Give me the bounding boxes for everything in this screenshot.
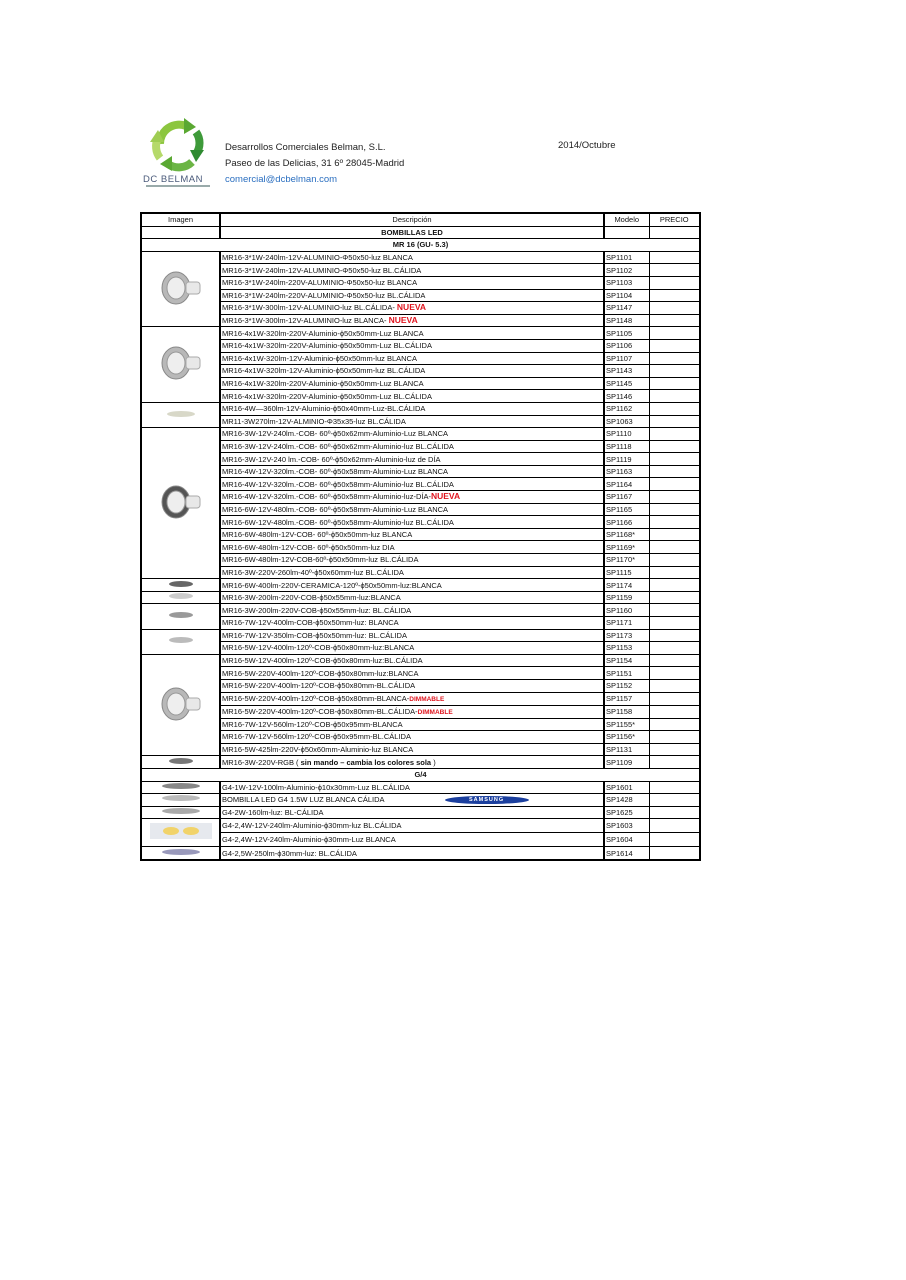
product-description (220, 528, 604, 541)
product-description (220, 718, 604, 731)
product-model: SP1171 (604, 617, 649, 630)
product-model: SP1148 (604, 314, 649, 327)
description-text: MR16-6W-480lm-12V-COB- 60º-ϕ50x50mm-luz DIA (222, 542, 395, 552)
product-description (220, 302, 604, 315)
header-precio: PRECIO (649, 213, 700, 226)
table-row (141, 440, 700, 453)
description-text: MR16-7W-12V-560lm-120º-COB-ϕ50x95mm-BL.CÁLIDA (222, 732, 411, 742)
description-text: G4-2,4W-12V-240lm-Aluminio-ϕ30mm-luz BL.CÁLIDA (222, 821, 402, 831)
section-title: G/4 (141, 768, 700, 781)
product-model: SP1169* (604, 541, 649, 554)
g4-bulb-image-icon (161, 807, 201, 818)
company-address: Paseo de las Delicias, 31 6º 28045-Madrid (225, 158, 405, 169)
product-price (649, 365, 700, 378)
product-model: SP1119 (604, 453, 649, 466)
product-model: SP1625 (604, 806, 649, 819)
product-description (220, 339, 604, 352)
product-model: SP1153 (604, 642, 649, 655)
table-row (141, 591, 700, 604)
product-price (649, 806, 700, 819)
description-text: MR16-5W-12V-400lm-120º-COB-ϕ50x80mm-luz:BL.CÁLIDA (222, 656, 423, 666)
table-row (141, 390, 700, 403)
description-text: MR16-4W-12V-320lm.-COB- 60º-ϕ50x58mm-Aluminio-Luz BLANCA (222, 467, 449, 477)
product-description (220, 352, 604, 365)
product-description (220, 756, 604, 769)
product-price (649, 465, 700, 478)
g4-bulb-image-icon (161, 848, 201, 859)
product-model: SP1145 (604, 377, 649, 390)
product-price (649, 756, 700, 769)
product-model: SP1118 (604, 440, 649, 453)
company-logo (140, 112, 218, 190)
product-price (649, 617, 700, 630)
new-badge: NUEVA (396, 302, 427, 313)
description-text: MR16-3*1W-300lm-12V-ALUMINIO-luz BL.CÁLIDA- (222, 303, 397, 313)
table-row (141, 806, 700, 819)
product-model: SP1152 (604, 679, 649, 692)
bulb-image-icon (158, 684, 204, 727)
description-text: MR16-5W-220V-400lm-120º-COB-ϕ50x80mm-BL.CÁLIDA (222, 681, 416, 691)
table-row (141, 415, 700, 428)
table-row (141, 743, 700, 756)
product-description (220, 705, 604, 718)
product-image (141, 251, 220, 327)
section-row-g4 (141, 768, 700, 781)
product-model: SP1131 (604, 743, 649, 756)
description-text: MR16-3W-12V-240 lm.-COB- 60º-ϕ50x62mm-Aluminio-luz de DÍA (222, 454, 441, 464)
product-model: SP1146 (604, 390, 649, 403)
product-description (220, 667, 604, 680)
product-price (649, 692, 700, 705)
letterhead (140, 112, 620, 192)
product-image (141, 806, 220, 819)
product-description (220, 465, 604, 478)
product-description (220, 654, 604, 667)
product-price (649, 390, 700, 403)
product-description (220, 781, 604, 794)
table-row (141, 491, 700, 504)
product-price (649, 453, 700, 466)
table-row (141, 756, 700, 769)
product-model: SP1603 (604, 819, 649, 833)
product-price (649, 276, 700, 289)
product-description (220, 440, 604, 453)
table-header-row (141, 213, 700, 226)
table-row (141, 794, 700, 807)
bulb-image-icon (168, 592, 194, 603)
description-text: MR16-4x1W-320lm-220V-Aluminio-ϕ50x50mm-Luz BL.CÁLIDA (222, 341, 432, 351)
table-row (141, 264, 700, 277)
product-model: SP1170* (604, 554, 649, 567)
product-image (141, 629, 220, 654)
product-description (220, 478, 604, 491)
bulb-image-icon (158, 343, 204, 386)
description-text: MR16-6W-480lm-12V-COB-60º-ϕ50x50mm-luz BL.CÁLIDA (222, 555, 419, 565)
product-price (649, 528, 700, 541)
description-text: MR16-4W-12V-320lm.-COB- 60º-ϕ50x58mm-Aluminio-luz BL.CÁLIDA (222, 479, 454, 489)
samsung-logo: SAMSUNG (445, 796, 529, 804)
product-model: SP1167 (604, 491, 649, 504)
description-text: MR16-7W-12V-400lm-COB-ϕ50x50mm-luz: BLANCA (222, 618, 399, 628)
product-model: SP1158 (604, 705, 649, 718)
category-title: BOMBILLAS LED (220, 226, 604, 239)
description-text: G4-2W-160lm-luz: BL-CÁLIDA (222, 808, 324, 818)
product-model: SP1101 (604, 251, 649, 264)
product-model: SP1105 (604, 327, 649, 340)
description-text: G4-2,5W-250lm-ϕ30mm-luz: BL.CÁLIDA (222, 848, 357, 858)
table-row (141, 276, 700, 289)
product-price (649, 302, 700, 315)
new-badge: NUEVA (388, 315, 418, 326)
description-text: MR16-4W-12V-320lm.-COB- 60º-ϕ50x58mm-Aluminio-luz-DÍA- (222, 492, 431, 502)
product-price (649, 642, 700, 655)
description-text: MR16-4x1W-320lm-12V-Aluminio-ϕ50x50mm-luz BL.CÁLIDA (222, 366, 426, 376)
description-text: MR16-7W-12V-350lm-COB-ϕ50x50mm-luz: BL.CÁLIDA (222, 630, 407, 640)
logo-subtitle (146, 185, 210, 187)
table-row (141, 654, 700, 667)
product-price (649, 629, 700, 642)
table-row (141, 781, 700, 794)
bulb-image-icon (168, 611, 194, 622)
product-description (220, 516, 604, 529)
table-row (141, 289, 700, 302)
product-model: SP1614 (604, 847, 649, 860)
table-row (141, 352, 700, 365)
product-description (220, 554, 604, 567)
product-description (220, 541, 604, 554)
description-text: MR16-4x1W-320lm-220V-Aluminio-ϕ50x50mm-Luz BL.CÁLIDA (222, 391, 432, 401)
dimmable-badge: DIMMABLE (409, 695, 445, 703)
product-price (649, 352, 700, 365)
product-description (220, 428, 604, 441)
description-text: MR16-3*1W-240lm-12V-ALUMINIO-Φ50x50-luz BLANCA (222, 253, 413, 263)
table-row (141, 629, 700, 642)
product-price (649, 819, 700, 833)
product-image (141, 756, 220, 769)
product-model: SP1173 (604, 629, 649, 642)
table-row (141, 604, 700, 617)
header-descripcion: Descripción (220, 213, 604, 226)
product-model: SP1156* (604, 731, 649, 744)
product-price (649, 743, 700, 756)
product-price (649, 833, 700, 847)
description-text: MR16-3W-12V-240lm.-COB- 60º-ϕ50x62mm-Aluminio-luz BL.CÁLIDA (222, 441, 454, 451)
product-description (220, 491, 604, 504)
product-model: SP1063 (604, 415, 649, 428)
product-image (141, 819, 220, 847)
product-description (220, 289, 604, 302)
g4-bulb-image-icon (161, 782, 201, 793)
table-row (141, 503, 700, 516)
product-price (649, 541, 700, 554)
table-row (141, 819, 700, 833)
product-description (220, 847, 604, 860)
section-title: MR 16 (GU- 5.3) (141, 239, 700, 252)
description-text: MR16-3W-200lm-220V-COB-ϕ50x55mm-luz:BLANCA (222, 593, 401, 603)
product-image (141, 428, 220, 579)
product-price (649, 781, 700, 794)
product-price (649, 731, 700, 744)
product-model: SP1154 (604, 654, 649, 667)
product-price (649, 579, 700, 592)
description-text: MR16-3W-220V-260lm-40º-ϕ50x60mm-luz BL.CÁLIDA (222, 567, 404, 577)
product-description (220, 377, 604, 390)
table-row (141, 251, 700, 264)
product-price (649, 478, 700, 491)
product-model: SP1104 (604, 289, 649, 302)
product-price (649, 402, 700, 415)
product-price (649, 794, 700, 807)
description-tail: ) (431, 757, 436, 767)
product-model: SP1115 (604, 566, 649, 579)
description-text: MR16-4x1W-320lm-220V-Aluminio-ϕ50x50mm-Luz BLANCA (222, 379, 424, 389)
product-price (649, 554, 700, 567)
logo-text: DC BELMAN (143, 174, 203, 185)
product-model: SP1163 (604, 465, 649, 478)
description-text: MR16-4x1W-320lm-12V-Aluminio-ϕ50x50mm-luz BLANCA (222, 353, 417, 363)
bulb-image-icon (158, 482, 204, 525)
product-price (649, 718, 700, 731)
product-model: SP1160 (604, 604, 649, 617)
description-text: G4-1W-12V-100lm-Aluminio-ϕ10x30mm-Luz BL.CÁLIDA (222, 782, 410, 792)
table-row (141, 731, 700, 744)
description-text: MR16-3W-12V-240lm.-COB- 60º-ϕ50x62mm-Aluminio-Luz BLANCA (222, 429, 449, 439)
table-row (141, 667, 700, 680)
bulb-image-icon (168, 636, 194, 647)
description-text: MR16-5W-425lm-220V-ϕ50x60mm-Aluminio-luz BLANCA (222, 745, 414, 755)
table-row (141, 833, 700, 847)
product-image (141, 579, 220, 592)
product-price (649, 604, 700, 617)
bulb-image-icon (166, 410, 196, 421)
table-row (141, 579, 700, 592)
product-model: SP1155* (604, 718, 649, 731)
description-text: G4-2,4W-12V-240lm-Aluminio-ϕ30mm-Luz BLANCA (222, 835, 396, 845)
product-price (649, 491, 700, 504)
product-description (220, 819, 604, 833)
product-model: SP1107 (604, 352, 649, 365)
table-row (141, 402, 700, 415)
description-text: MR16-3W-200lm-220V-COB-ϕ50x55mm-luz: BL.CÁLIDA (222, 605, 412, 615)
product-description (220, 679, 604, 692)
product-model: SP1151 (604, 667, 649, 680)
description-text: MR16-4W—360lm-12V-Aluminio-ϕ50x40mm-Luz-BL.CÁLIDA (222, 404, 426, 414)
table-row (141, 327, 700, 340)
description-text: MR16-4x1W-320lm-220V-Aluminio-ϕ50x50mm-Luz BLANCA (222, 328, 424, 338)
product-price (649, 516, 700, 529)
description-text: MR16-6W-480lm-12V-COB- 60º-ϕ50x50mm-luz BLANCA (222, 530, 413, 540)
product-image (141, 604, 220, 629)
product-price (649, 591, 700, 604)
product-model: SP1428 (604, 794, 649, 807)
product-price (649, 847, 700, 860)
description-text: BOMBILLA LED G4 1.5W LUZ BLANCA CÁLIDA (222, 795, 385, 805)
product-image (141, 781, 220, 794)
section-row-mr16 (141, 239, 700, 252)
table-row (141, 541, 700, 554)
description-text: MR16-5W-12V-400lm-120º-COB-ϕ50x80mm-luz:BLANCA (222, 643, 415, 653)
product-description (220, 390, 604, 403)
product-image (141, 847, 220, 860)
product-description (220, 642, 604, 655)
product-price (649, 415, 700, 428)
description-text: MR16-3*1W-240lm-12V-ALUMINIO-Φ50x50-luz BL.CÁLIDA (222, 265, 422, 275)
product-price (649, 705, 700, 718)
product-price (649, 314, 700, 327)
category-row (141, 226, 700, 239)
product-model: SP1106 (604, 339, 649, 352)
table-row (141, 554, 700, 567)
product-price (649, 251, 700, 264)
table-row (141, 377, 700, 390)
product-description (220, 415, 604, 428)
product-price (649, 428, 700, 441)
product-model: SP1601 (604, 781, 649, 794)
product-price (649, 667, 700, 680)
dimmable-badge: DIMMABLE (417, 708, 453, 716)
description-text: MR16-6W-12V-480lm.-COB- 60º-ϕ50x58mm-Aluminio-Luz BLANCA (222, 504, 449, 514)
table-row (141, 705, 700, 718)
product-price (649, 503, 700, 516)
table-row (141, 453, 700, 466)
product-price (649, 654, 700, 667)
table-row (141, 642, 700, 655)
description-text: MR16-3*1W-300lm-12V-ALUMINIO-luz BLANCA- (222, 316, 389, 326)
product-model: SP1103 (604, 276, 649, 289)
description-text: MR16-3*1W-240lm-220V-ALUMINIO-Φ50x50-luz BL.CÁLIDA (222, 290, 426, 300)
company-email[interactable]: comercial@dcbelman.com (225, 174, 338, 185)
product-description (220, 591, 604, 604)
header-modelo: Modelo (604, 213, 649, 226)
product-description (220, 276, 604, 289)
product-description (220, 794, 604, 807)
table-row (141, 465, 700, 478)
table-row (141, 847, 700, 860)
header-imagen: Imagen (141, 213, 220, 226)
product-description (220, 692, 604, 705)
new-badge: NUEVA (430, 491, 461, 502)
product-image (141, 794, 220, 807)
price-list-table (140, 212, 701, 861)
description-text: MR16-7W-12V-560lm-120º-COB-ϕ50x95mm-BLANCA (222, 719, 403, 729)
product-description (220, 503, 604, 516)
table-row (141, 314, 700, 327)
company-name: Desarrollos Comerciales Belman, S.L. (225, 142, 386, 153)
description-text: MR16-5W-220V-400lm-120º-COB-ϕ50x80mm-BLANCA- (222, 693, 410, 703)
product-description (220, 453, 604, 466)
product-model: SP1159 (604, 591, 649, 604)
product-model: SP1147 (604, 302, 649, 315)
description-text: MR16-6W-12V-480lm.-COB- 60º-ϕ50x58mm-Aluminio-luz BL.CÁLIDA (222, 517, 454, 527)
description-text: MR11-3W270lm-12V-ALMINIO-Φ35x35-luz BL.CÁLIDA (222, 416, 406, 426)
description-text: MR16-5W-220V-400lm-120º-COB-ϕ50x80mm-luz:BLANCA (222, 668, 419, 678)
product-description (220, 251, 604, 264)
bulb-image-icon (168, 580, 194, 591)
company-info (225, 140, 404, 188)
product-description (220, 806, 604, 819)
description-text: MR16-5W-220V-400lm-120º-COB-ϕ50x80mm-BL.CÁLIDA- (222, 706, 418, 716)
product-price (649, 440, 700, 453)
table-row (141, 679, 700, 692)
product-description (220, 566, 604, 579)
document-date: 2014/Octubre (558, 140, 616, 151)
table-row (141, 718, 700, 731)
product-description (220, 629, 604, 642)
product-description (220, 327, 604, 340)
product-description (220, 617, 604, 630)
product-model: SP1174 (604, 579, 649, 592)
table-row (141, 428, 700, 441)
table-row (141, 528, 700, 541)
product-model: SP1164 (604, 478, 649, 491)
product-model: SP1604 (604, 833, 649, 847)
table-row (141, 566, 700, 579)
product-description (220, 365, 604, 378)
product-model: SP1157 (604, 692, 649, 705)
recycle-arrows-icon (146, 114, 212, 174)
product-description (220, 833, 604, 847)
product-price (649, 679, 700, 692)
product-description (220, 579, 604, 592)
product-description (220, 402, 604, 415)
product-price (649, 264, 700, 277)
product-model: SP1110 (604, 428, 649, 441)
product-price (649, 566, 700, 579)
g4-bulb-image-icon (146, 821, 216, 844)
table-row (141, 617, 700, 630)
product-description (220, 604, 604, 617)
product-model: SP1162 (604, 402, 649, 415)
product-model: SP1109 (604, 756, 649, 769)
product-image (141, 402, 220, 427)
bulb-image-icon (168, 757, 194, 768)
table-row (141, 692, 700, 705)
note-text: sin mando – cambia los colores sola (300, 757, 432, 767)
product-price (649, 339, 700, 352)
table-row (141, 302, 700, 315)
description-text: MR16-3*1W-240lm-220V-ALUMINIO-Φ50x50-luz BLANCA (222, 278, 418, 288)
product-description (220, 743, 604, 756)
product-price (649, 289, 700, 302)
product-description (220, 314, 604, 327)
product-image (141, 654, 220, 756)
table-row (141, 365, 700, 378)
product-model: SP1168* (604, 528, 649, 541)
product-price (649, 377, 700, 390)
product-model: SP1102 (604, 264, 649, 277)
product-model: SP1166 (604, 516, 649, 529)
product-description (220, 264, 604, 277)
product-model: SP1165 (604, 503, 649, 516)
product-image (141, 327, 220, 403)
table-row (141, 478, 700, 491)
product-description (220, 731, 604, 744)
description-text: MR16-6W-400lm-220V-CERAMICA-120º-ϕ50x50mm-luz:BLANCA (222, 580, 442, 590)
product-model: SP1143 (604, 365, 649, 378)
description-text: MR16-3W-220V-RGB ( (222, 757, 301, 767)
table-row (141, 339, 700, 352)
product-price (649, 327, 700, 340)
product-image (141, 591, 220, 604)
g4-bulb-image-icon (161, 794, 201, 805)
table-row (141, 516, 700, 529)
bulb-image-icon (158, 268, 204, 311)
